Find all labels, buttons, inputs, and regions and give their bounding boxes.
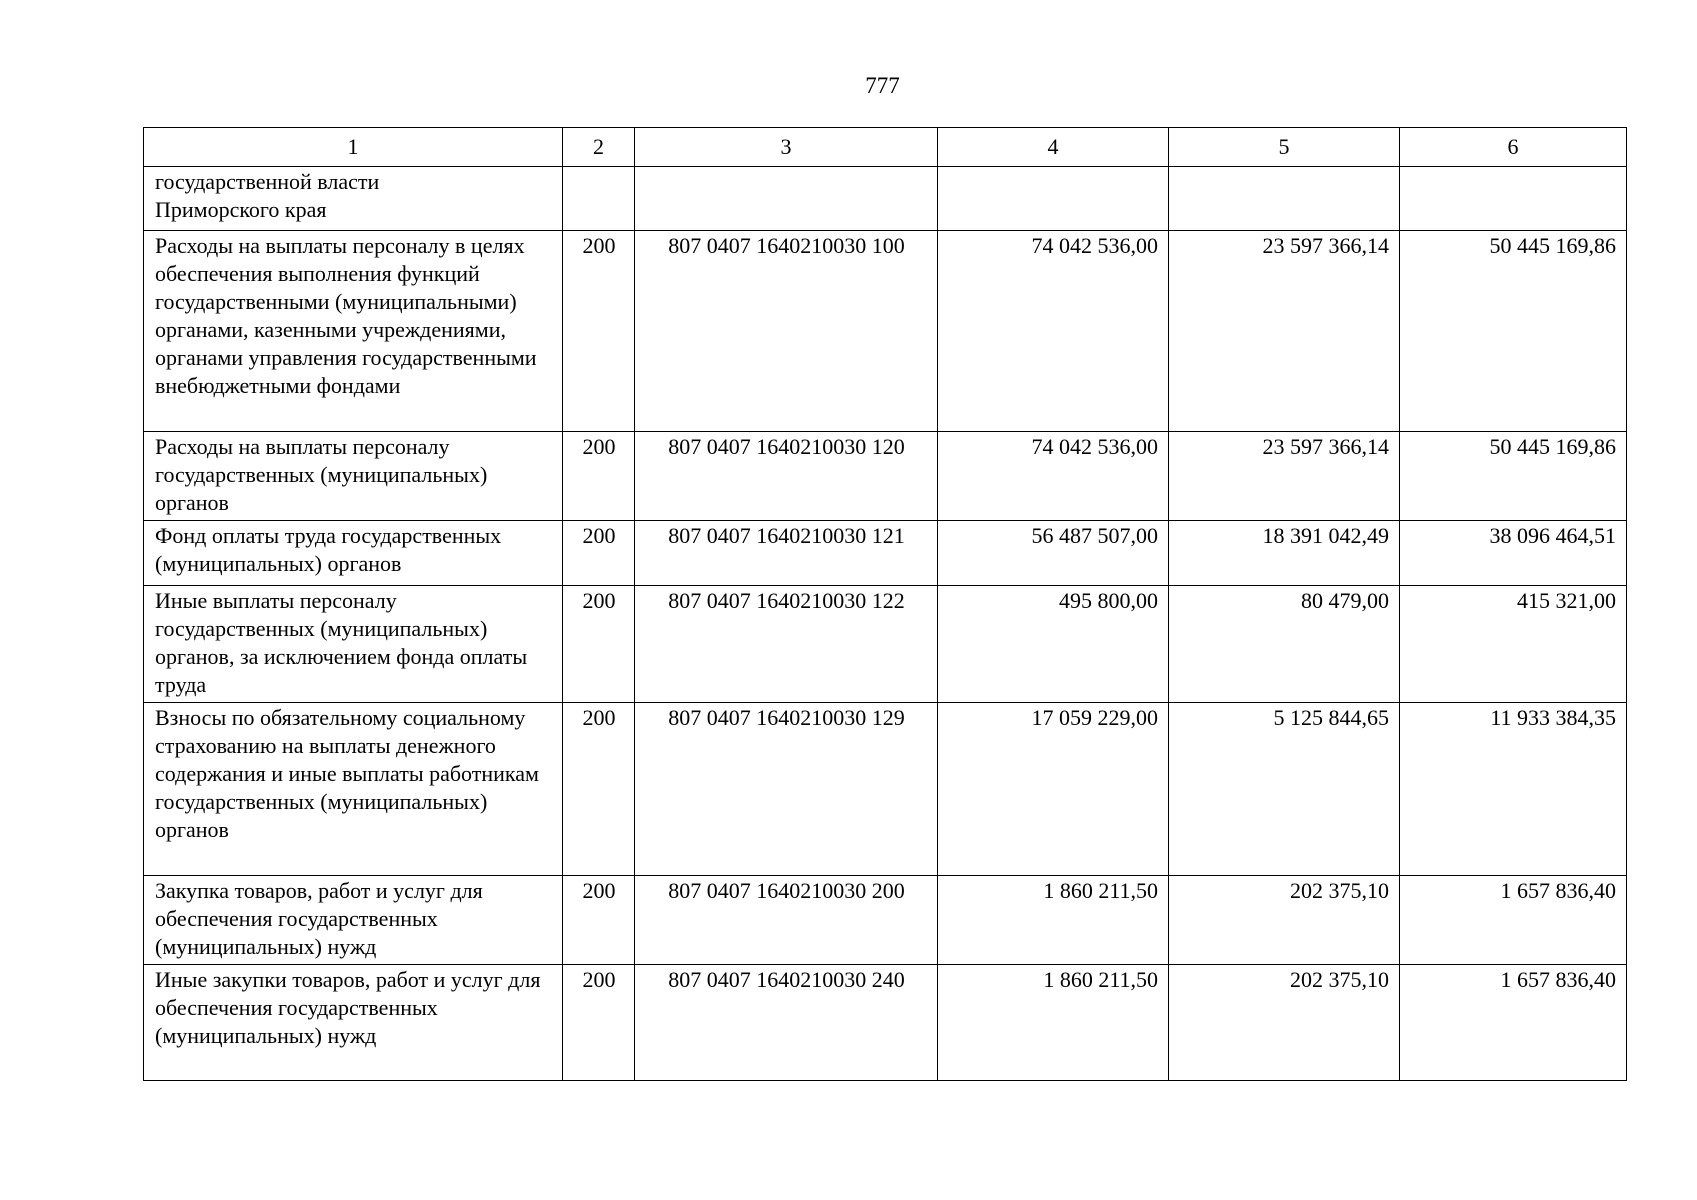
table-row: [144, 231, 1627, 432]
row-remaining: 38 096 464,51: [1400, 521, 1627, 586]
table-row: [144, 521, 1627, 586]
row-name: Иные закупки товаров, работ и услуг для обеспечения государственных (муниципальных) нужд: [144, 965, 563, 1081]
row-name: Взносы по обязательному социальному страхованию на выплаты денежного содержания и иные выплаты работникам государственных (муниципальных) органов: [144, 703, 563, 876]
row-code: 200: [563, 876, 635, 965]
row-approved: 1 860 211,50: [938, 965, 1169, 1081]
row-code: 200: [563, 703, 635, 876]
table-row: [144, 432, 1627, 521]
row-name: Расходы на выплаты персоналу государственных (муниципальных) органов: [144, 432, 563, 521]
row-approved: 74 042 536,00: [938, 432, 1169, 521]
row-code: 200: [563, 432, 635, 521]
row-budget-code: [635, 167, 938, 231]
row-executed: 23 597 366,14: [1169, 231, 1400, 432]
row-approved: 56 487 507,00: [938, 521, 1169, 586]
row-approved: 495 800,00: [938, 586, 1169, 703]
row-name: государственной власти Приморского края: [144, 167, 563, 231]
page-number: 777: [865, 73, 900, 98]
row-executed: [1169, 167, 1400, 231]
row-name: Фонд оплаты труда государственных (муниципальных) органов: [144, 521, 563, 586]
row-budget-code: 807 0407 1640210030 129: [635, 703, 938, 876]
row-remaining: 11 933 384,35: [1400, 703, 1627, 876]
row-remaining: 50 445 169,86: [1400, 231, 1627, 432]
row-name: Закупка товаров, работ и услуг для обеспечения государственных (муниципальных) нужд: [144, 876, 563, 965]
column-header-4: 4: [938, 128, 1169, 167]
budget-table: [143, 127, 1627, 1081]
row-name: Иные выплаты персоналу государственных (муниципальных) органов, за исключением фонда оплаты труда: [144, 586, 563, 703]
table-row: [144, 965, 1627, 1081]
row-budget-code: 807 0407 1640210030 122: [635, 586, 938, 703]
row-name: Расходы на выплаты персоналу в целях обеспечения выполнения функций государственными (муниципальными) органами, казенными учреждениями, органами управления государственными внебюджетными фондами: [144, 231, 563, 432]
row-code: 200: [563, 965, 635, 1081]
row-code: 200: [563, 521, 635, 586]
row-remaining: 415 321,00: [1400, 586, 1627, 703]
table-row: [144, 876, 1627, 965]
row-approved: 74 042 536,00: [938, 231, 1169, 432]
row-approved: [938, 167, 1169, 231]
row-remaining: 1 657 836,40: [1400, 965, 1627, 1081]
row-code: [563, 167, 635, 231]
table-row: [144, 586, 1627, 703]
row-executed: 202 375,10: [1169, 965, 1400, 1081]
row-budget-code: 807 0407 1640210030 120: [635, 432, 938, 521]
table-header-row: [144, 128, 1627, 167]
row-executed: 5 125 844,65: [1169, 703, 1400, 876]
row-budget-code: 807 0407 1640210030 200: [635, 876, 938, 965]
row-remaining: 50 445 169,86: [1400, 432, 1627, 521]
row-approved: 1 860 211,50: [938, 876, 1169, 965]
row-remaining: [1400, 167, 1627, 231]
column-header-1: 1: [144, 128, 563, 167]
column-header-3: 3: [635, 128, 938, 167]
row-code: 200: [563, 231, 635, 432]
table-row: [144, 167, 1627, 231]
row-executed: 18 391 042,49: [1169, 521, 1400, 586]
row-budget-code: 807 0407 1640210030 121: [635, 521, 938, 586]
row-executed: 80 479,00: [1169, 586, 1400, 703]
row-approved: 17 059 229,00: [938, 703, 1169, 876]
column-header-2: 2: [563, 128, 635, 167]
row-code: 200: [563, 586, 635, 703]
row-remaining: 1 657 836,40: [1400, 876, 1627, 965]
column-header-5: 5: [1169, 128, 1400, 167]
row-budget-code: 807 0407 1640210030 240: [635, 965, 938, 1081]
row-executed: 202 375,10: [1169, 876, 1400, 965]
column-header-6: 6: [1400, 128, 1627, 167]
row-executed: 23 597 366,14: [1169, 432, 1400, 521]
row-budget-code: 807 0407 1640210030 100: [635, 231, 938, 432]
table-row: [144, 703, 1627, 876]
